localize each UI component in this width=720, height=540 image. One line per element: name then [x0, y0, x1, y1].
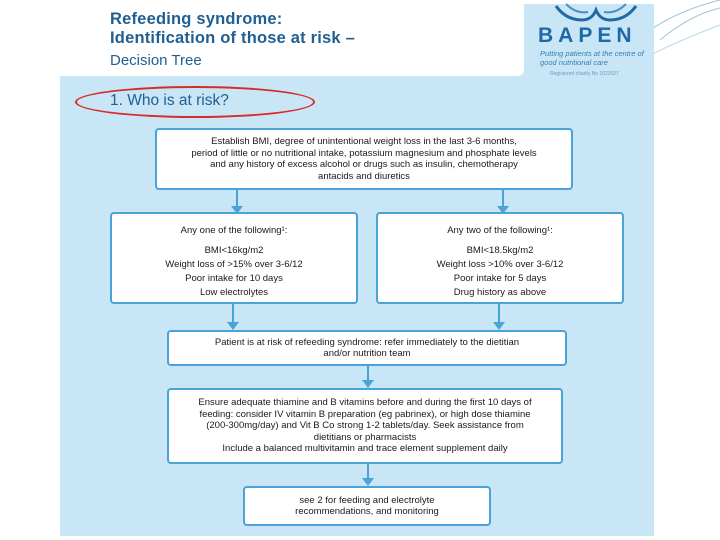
criteria-item: Drug history as above: [453, 287, 547, 298]
thiamine-line: (200-300mg/day) and Vit B Co strong 1-2 tablets/day. Seek assistance from: [206, 420, 524, 432]
establish-line: antacids and diuretics: [318, 170, 410, 182]
thiamine-box: [167, 388, 563, 464]
page-title-line2: Identification of those at risk –: [110, 29, 355, 47]
thiamine-line: feeding: consider IV vitamin B preparation (eg pabrinex), or high dose thiamine: [199, 408, 531, 420]
content-panel: [60, 4, 654, 536]
logo-wordmark: BAPEN: [538, 24, 637, 47]
at-risk-line: Patient is at risk of refeeding syndrome: refer immediately to the dietitian: [214, 336, 520, 348]
establish-line: period of little or no nutritional intake, potassium magnesium and phosphate levels: [191, 147, 537, 159]
criteria-item: Poor intake for 10 days: [185, 273, 283, 284]
page-title-line1: Refeeding syndrome:: [110, 10, 283, 28]
any-two-criteria-box: [376, 212, 624, 304]
arrow-down: [231, 190, 243, 214]
arrow-down: [227, 304, 239, 330]
criteria-item: Weight loss of >15% over 3-6/12: [165, 259, 303, 270]
page-subtitle: Decision Tree: [110, 52, 202, 69]
at-risk-line: and/or nutrition team: [323, 348, 411, 359]
criteria-heading: Any two of the following¹:: [447, 225, 553, 236]
criteria-heading: Any one of the following¹:: [180, 225, 288, 236]
logo-registration: Registered charity No 1023927: [550, 71, 619, 77]
arrow-down: [362, 366, 374, 388]
criteria-item: Weight loss >10% over 3-6/12: [436, 259, 564, 270]
establish-line: Establish BMI, degree of unintentional weight loss in the last 3-6 months,: [211, 136, 517, 147]
criteria-item: Low electrolytes: [199, 287, 269, 298]
see-section-2-box: [243, 486, 491, 526]
thiamine-line: Ensure adequate thiamine and B vitamins before and during the first 10 days of: [198, 397, 532, 409]
at-risk-box: [167, 330, 567, 366]
arrow-down: [493, 304, 505, 330]
arrow-down: [497, 190, 509, 214]
logo-emblem-icon: [536, 2, 650, 26]
establish-box: [155, 128, 573, 190]
logo-tagline: Putting patients at the centre of good nutritional care: [540, 49, 644, 67]
criteria-item: BMI<18.5kg/m2: [466, 245, 534, 256]
title-header: [60, 4, 524, 76]
criteria-item: BMI<16kg/m2: [204, 245, 264, 256]
see-section-2-line: recommendations, and monitoring: [295, 506, 439, 517]
see-section-2-line: see 2 for feeding and electrolyte: [299, 494, 435, 506]
arrow-down: [362, 464, 374, 486]
any-one-criteria-box: [110, 212, 358, 304]
bapen-logo: [536, 4, 650, 82]
criteria-item: Poor intake for 5 days: [453, 273, 547, 284]
thiamine-line: Include a balanced multivitamin and trace element supplement daily: [222, 443, 508, 455]
question-heading: 1. Who is at risk?: [110, 92, 229, 109]
establish-line: and any history of excess alcohol or drugs such as insulin, chemotherapy: [210, 159, 518, 170]
thiamine-line: dietitians or pharmacists: [313, 431, 417, 443]
